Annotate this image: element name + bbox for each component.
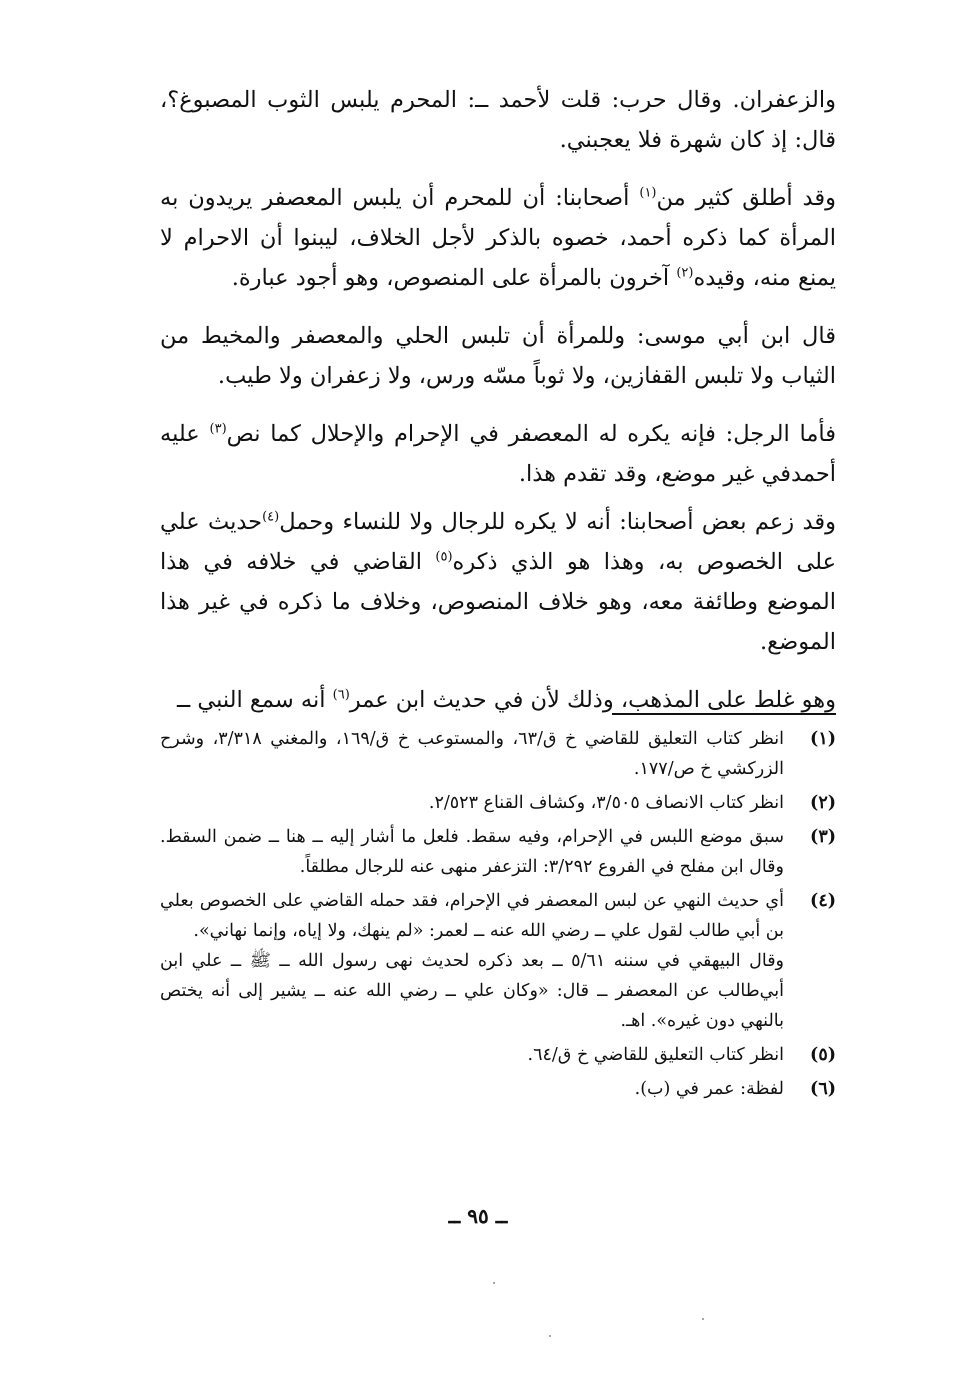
footnote-line: انظر كتاب التعليق للقاضي خ ق/٦٣، والمستوعب خ ق/١٦٩، والمغني ٣/٣١٨، وشرح الزركشي خ ص/١٧٧. [160, 729, 784, 779]
footnote-number: (١) [810, 729, 836, 749]
footnote-number: (٥) [810, 1045, 836, 1065]
paragraph-text: وهو غلط على المذهب، وذلك لأن في حديث ابن عمر [349, 687, 836, 713]
footnote-number: (٦) [810, 1079, 836, 1099]
footnotes [160, 724, 836, 1108]
scan-speck [702, 1318, 704, 1320]
footnote-number: (٤) [810, 891, 836, 911]
footnote-text [160, 1074, 784, 1104]
footnote-line: أي حديث النهي عن لبس المعصفر في الإحرام، فقد حمله القاضي على الخصوص بعلي بن أبي طالب لقول علي ــ رضي الله عنه ــ لعمر: «لم ينهك، ولا إياه، وإنما نهاني». [160, 891, 784, 941]
paragraph-text: وقد أطلق كثير من [656, 185, 836, 211]
footnote-marker: (٦) [332, 687, 350, 703]
paragraph-text: حديث علي على الخصوص به، وهذا هو الذي ذكره [160, 509, 836, 575]
footnote-marker: (٥) [435, 549, 453, 565]
footnote-marker: (١) [639, 185, 657, 201]
scan-speck [549, 1335, 551, 1337]
paragraph-text: القاضي في خلافه في هذا الموضع وطائفة معه، وهو خلاف المنصوص، وخلاف ما ذكره في غير هذا الموضع. [160, 549, 836, 655]
footnote [160, 822, 836, 882]
paragraph-text: عليه أحمدفي غير موضع، وقد تقدم هذا. [160, 421, 836, 487]
page-number: ــ ٩٥ ــ [448, 1204, 508, 1228]
footnote-text [160, 724, 784, 784]
paragraph-text: آخرون بالمرأة على المنصوص، وهو أجود عبارة. [231, 265, 677, 291]
footnote-marker: (٢) [676, 265, 694, 281]
paragraph-text: فأما الرجل: فإنه يكره له المعصفر في الإحرام والإحلال كما نص [226, 421, 836, 447]
footnote-text [160, 886, 784, 1036]
paragraph-text: وقد زعم بعض أصحابنا: أنه لا يكره للرجال ولا للنساء وحمل [279, 509, 836, 535]
paragraph [160, 414, 836, 494]
footnote-text [160, 822, 784, 882]
paragraph: والزعفران. وقال حرب: قلت لأحمد ــ: المحرم يلبس الثوب المصبوغ؟، قال: إذ كان شهرة فلا يعجبني. [160, 87, 836, 153]
paragraph [160, 502, 836, 662]
footnote [160, 1040, 836, 1070]
footnote-text [160, 788, 784, 818]
footnote [160, 886, 836, 1036]
paragraph: قال ابن أبي موسى: وللمرأة أن تلبس الحلي والمعصفر والمخيط من الثياب ولا تلبس القفازين، ولا ثوباً مسّه ورس، ولا زعفران ولا طيب. [160, 323, 836, 389]
footnote-line: لفظة: عمر في (ب). [634, 1079, 784, 1099]
scan-speck [493, 1282, 495, 1284]
main-text [160, 80, 836, 738]
footnote-line: انظر كتاب الانصاف ٣/٥٠٥، وكشاف القناع ٢/٥٢٣. [428, 793, 784, 813]
footnote-line: سبق موضع اللبس في الإحرام، وفيه سقط. فلعل ما أشار إليه ــ هنا ــ ضمن السقط. وقال ابن مفلح في الفروع ٣/٢٩٢: التزعفر منهى عنه للرجال مطلقاً. [160, 827, 784, 877]
footnote-marker: (٣) [209, 421, 227, 437]
footnote-text [160, 1040, 784, 1070]
footnote-line: انظر كتاب التعليق للقاضي خ ق/٦٤. [527, 1045, 784, 1065]
paragraph-text: أنه سمع النبي ــ [177, 687, 333, 713]
footnote-marker: (٤) [262, 509, 280, 525]
footnote-number: (٢) [810, 793, 836, 813]
footnote-line: وقال البيهقي في سننه ٥/٦١ ــ بعد ذكره لحديث نهى رسول الله ــ ﷺ ــ علي ابن أبي‌طالب عن المعصفر ــ قال: «وكان علي ــ رضي الله عنه ــ يشير إلى أنه يختص بالنهي دون غيره». اهـ. [160, 951, 785, 1031]
footnote-separator [612, 713, 836, 715]
paragraph-text: أصحابنا: أن للمحرم أن يلبس المعصفر يريدون به المرأة كما ذكره أحمد، خصوه بالذكر لأجل الخلاف، ليبنوا أن الاحرام لا يمنع منه، وقيده [160, 185, 836, 291]
paragraph [160, 178, 836, 298]
footnote [160, 788, 836, 818]
footnote [160, 724, 836, 784]
footnote-number: (٣) [810, 827, 836, 847]
footnote [160, 1074, 836, 1104]
